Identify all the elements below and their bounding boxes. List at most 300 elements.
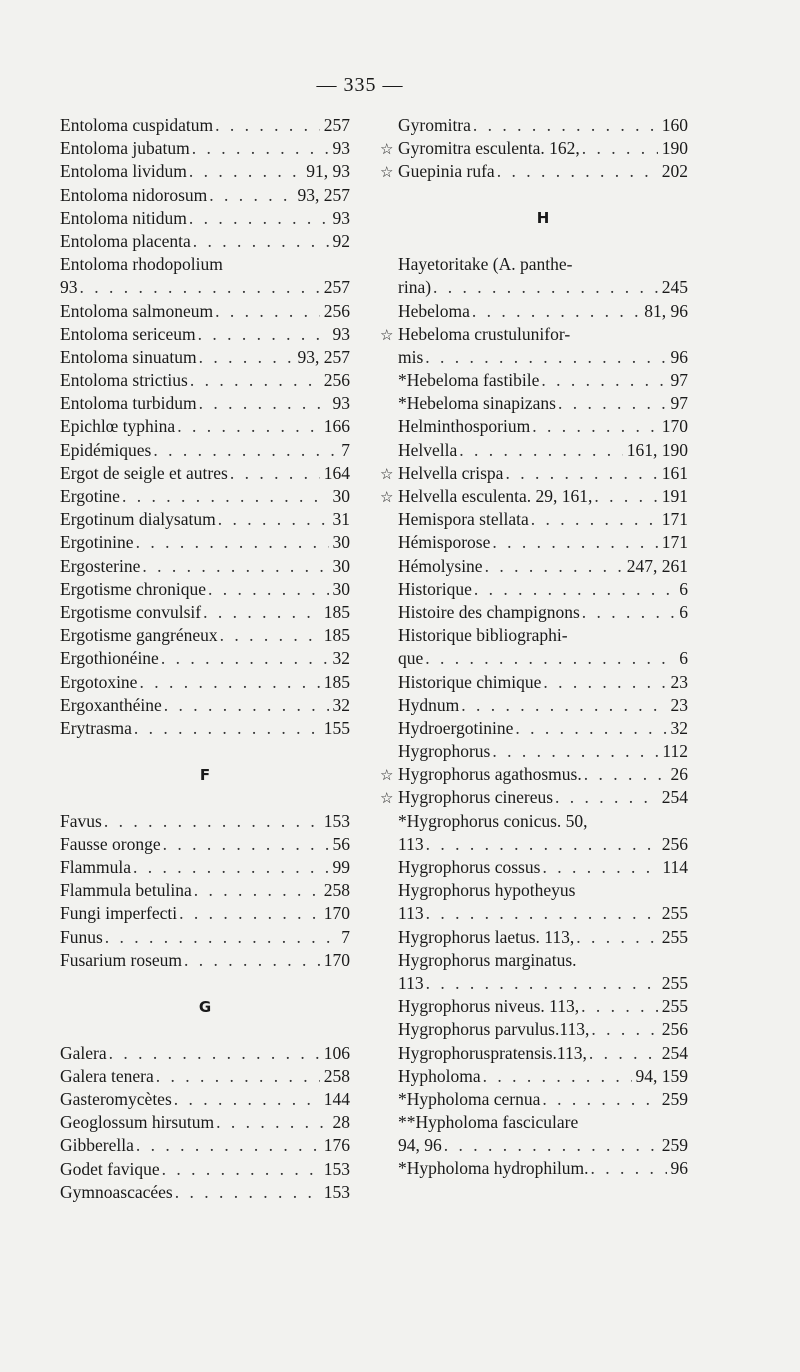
entry-page-ref: 93 bbox=[332, 393, 350, 414]
dot-leader bbox=[214, 1111, 328, 1134]
dot-leader bbox=[589, 1018, 657, 1041]
index-entry bbox=[398, 647, 688, 670]
index-entry bbox=[398, 369, 688, 392]
dot-leader bbox=[481, 1065, 632, 1088]
dot-leader bbox=[161, 833, 329, 856]
index-entry bbox=[398, 972, 688, 995]
dot-leader bbox=[175, 415, 320, 438]
dot-leader bbox=[579, 995, 658, 1018]
index-entry bbox=[60, 207, 350, 230]
entry-term: Hygrophorus hypotheyus bbox=[398, 880, 576, 901]
index-entry bbox=[398, 1018, 688, 1041]
entry-term: Hémolysine bbox=[398, 555, 483, 576]
index-entry bbox=[60, 137, 350, 160]
dot-leader bbox=[196, 323, 329, 346]
dot-leader bbox=[592, 485, 657, 508]
dot-leader bbox=[187, 207, 329, 230]
dot-leader bbox=[154, 1065, 320, 1088]
dot-leader bbox=[132, 717, 320, 740]
dot-leader bbox=[490, 740, 658, 763]
entry-term: Fausse oronge bbox=[60, 833, 161, 854]
dot-leader bbox=[78, 276, 320, 299]
entry-page-ref: 30 bbox=[332, 486, 350, 506]
index-entry bbox=[398, 1042, 688, 1065]
entry-page-ref: 245 bbox=[661, 277, 688, 298]
index-entry bbox=[398, 276, 688, 299]
entry-page-ref: 153 bbox=[323, 1181, 350, 1202]
dot-leader bbox=[495, 160, 658, 183]
entry-term: Historique bbox=[398, 578, 472, 599]
index-entry bbox=[60, 439, 350, 462]
entry-term: Gibberella bbox=[60, 1135, 134, 1156]
dot-leader bbox=[213, 300, 320, 323]
entry-term: Entoloma sericeum bbox=[60, 323, 196, 344]
entry-term: Guepinia rufa bbox=[398, 161, 495, 182]
dot-leader bbox=[206, 578, 329, 601]
index-entry bbox=[398, 555, 688, 578]
index-entry bbox=[60, 415, 350, 438]
entry-page-ref: 114 bbox=[662, 857, 688, 878]
entry-term: Helminthosporium bbox=[398, 416, 531, 437]
entry-term: Godet favique bbox=[60, 1158, 160, 1179]
entry-term: *Hebeloma sinapizans bbox=[398, 393, 556, 414]
entry-page-ref: 7 bbox=[341, 926, 350, 947]
dot-leader bbox=[483, 555, 623, 578]
entry-page-ref: 99 bbox=[332, 857, 350, 878]
index-entry bbox=[60, 555, 350, 578]
entry-page-ref: 6 bbox=[679, 601, 688, 622]
dot-leader bbox=[182, 949, 320, 972]
dot-leader bbox=[192, 879, 320, 902]
dot-leader bbox=[539, 369, 666, 392]
entry-term: **Hypholoma fasciculare bbox=[398, 1112, 579, 1133]
entry-term: Ergotisme convulsif bbox=[60, 601, 202, 622]
dot-leader bbox=[424, 972, 658, 995]
entry-term: *Hypholoma cernua bbox=[398, 1088, 541, 1109]
entry-term: *Hebeloma fastibile bbox=[398, 370, 540, 391]
index-entry bbox=[398, 578, 688, 601]
entry-term: Historique bibliographi- bbox=[398, 625, 568, 646]
entry-term: rina) bbox=[398, 277, 432, 298]
entry-page-ref: 191 bbox=[661, 486, 688, 507]
entry-term: mis bbox=[398, 346, 424, 367]
index-entry bbox=[398, 1088, 688, 1111]
entry-term: Entoloma sinuatum bbox=[60, 346, 197, 367]
entry-page-ref: 93 bbox=[332, 138, 350, 159]
index-entry bbox=[60, 531, 350, 554]
dot-leader bbox=[580, 601, 675, 624]
dot-leader bbox=[190, 137, 329, 160]
entry-term: Geoglossum hirsutum bbox=[60, 1112, 215, 1133]
entry-page-ref: 153 bbox=[323, 810, 350, 831]
entry-term: Ergotisme gangréneux bbox=[60, 625, 218, 646]
entry-term: Entoloma salmoneum bbox=[60, 300, 214, 321]
entry-term: Hygrophorus bbox=[398, 741, 491, 762]
entry-page-ref: 257 bbox=[323, 115, 350, 135]
dot-leader bbox=[177, 902, 320, 925]
entry-term: Ergot de seigle et autres bbox=[60, 462, 228, 483]
dot-leader bbox=[187, 160, 302, 183]
entry-term: Entoloma rhodopolium bbox=[60, 254, 223, 275]
dot-leader bbox=[540, 1088, 657, 1111]
dot-leader bbox=[160, 1158, 320, 1181]
entry-term: Flammula bbox=[60, 857, 131, 878]
index-entry bbox=[60, 1158, 350, 1181]
entry-term: Funus bbox=[60, 926, 103, 947]
dot-leader bbox=[151, 439, 337, 462]
dot-leader bbox=[134, 531, 329, 554]
dot-leader bbox=[472, 578, 675, 601]
entry-term: Hygrophorus cossus bbox=[398, 857, 541, 878]
index-entry bbox=[60, 902, 350, 925]
index-group bbox=[60, 114, 350, 740]
entry-page-ref: 31 bbox=[332, 509, 350, 530]
index-entry bbox=[398, 1065, 688, 1088]
entry-term: 94, 96 bbox=[398, 1135, 442, 1156]
index-entry bbox=[398, 531, 688, 554]
index-entry bbox=[398, 879, 688, 902]
entry-page-ref: 30 bbox=[332, 578, 350, 599]
dot-leader bbox=[216, 508, 329, 531]
index-entry bbox=[60, 230, 350, 253]
dot-leader bbox=[471, 114, 658, 137]
index-entry bbox=[60, 1065, 350, 1088]
dot-leader bbox=[140, 555, 328, 578]
entry-term: Hygrophorus agathosmus. bbox=[398, 764, 582, 785]
index-entry bbox=[398, 671, 688, 694]
index-entry: ☆ Hygrophorus agathosmus. . . . 26 bbox=[398, 763, 688, 786]
index-entry bbox=[398, 856, 688, 879]
dot-leader bbox=[173, 1181, 320, 1204]
entry-page-ref: 259 bbox=[661, 1088, 688, 1109]
entry-term: Hemispora stellata bbox=[398, 509, 529, 530]
index-entry bbox=[398, 902, 688, 925]
entry-page-ref: 170 bbox=[323, 949, 350, 970]
dot-leader bbox=[580, 137, 658, 160]
entry-term: Gymnoascacées bbox=[60, 1181, 173, 1202]
entry-page-ref: 7 bbox=[341, 439, 350, 460]
dot-leader bbox=[197, 346, 294, 369]
entry-page-ref: 106 bbox=[323, 1042, 350, 1063]
entry-term: Hydnum bbox=[398, 694, 460, 715]
entry-page-ref: 255 bbox=[661, 996, 688, 1017]
index-entry bbox=[398, 995, 688, 1018]
entry-page-ref: 23 bbox=[670, 671, 688, 692]
entry-term: Hydroergotinine bbox=[398, 717, 514, 738]
entry-page-ref: 93 bbox=[332, 323, 350, 344]
entry-term: 93 bbox=[60, 277, 78, 298]
entry-page-ref: 93, 257 bbox=[297, 184, 350, 205]
dot-leader bbox=[172, 1088, 320, 1111]
index-entry bbox=[398, 439, 688, 462]
index-entry bbox=[398, 253, 688, 276]
index-entry: ☆ Hygrophorus cinereus . . . 254 bbox=[398, 786, 688, 809]
entry-page-ref: 176 bbox=[323, 1135, 350, 1156]
index-entry bbox=[398, 1157, 688, 1180]
entry-page-ref: 28 bbox=[332, 1112, 350, 1133]
entry-term: Ergosterine bbox=[60, 555, 141, 576]
index-entry bbox=[60, 1134, 350, 1157]
index-entry bbox=[398, 810, 688, 833]
entry-page-ref: 255 bbox=[661, 926, 688, 947]
entry-term: Hémisporose bbox=[398, 532, 491, 553]
index-entry bbox=[398, 508, 688, 531]
dot-leader bbox=[201, 601, 320, 624]
dot-leader bbox=[423, 647, 675, 670]
entry-term: Galera bbox=[60, 1042, 107, 1063]
dot-leader bbox=[218, 624, 320, 647]
index-entry: ☆ Hebeloma crustulunifor- bbox=[398, 323, 688, 346]
index-entry bbox=[60, 926, 350, 949]
entry-page-ref: 170 bbox=[323, 903, 350, 924]
entry-term: 113 bbox=[398, 903, 424, 924]
entry-page-ref: 155 bbox=[323, 717, 350, 738]
entry-term: Ergotine bbox=[60, 486, 120, 506]
dot-leader bbox=[228, 462, 320, 485]
dot-leader bbox=[159, 647, 329, 670]
dot-leader bbox=[589, 1157, 667, 1180]
dot-leader bbox=[120, 485, 329, 508]
dot-leader bbox=[457, 439, 622, 462]
index-entry bbox=[398, 415, 688, 438]
entry-page-ref: 92 bbox=[332, 230, 350, 251]
entry-page-ref: 259 bbox=[661, 1135, 688, 1156]
index-entry bbox=[60, 879, 350, 902]
entry-page-ref: 93, 257 bbox=[297, 346, 350, 367]
entry-term: Entoloma jubatum bbox=[60, 138, 190, 159]
index-entry: ☆ Helvella esculenta. 29, 161, . . . 191 bbox=[398, 485, 688, 508]
entry-term: Epidémiques bbox=[60, 439, 152, 460]
dot-leader bbox=[213, 114, 320, 137]
dot-leader bbox=[424, 833, 658, 856]
entry-page-ref: 97 bbox=[670, 370, 688, 391]
entry-page-ref: 153 bbox=[323, 1158, 350, 1179]
index-entry bbox=[60, 323, 350, 346]
dot-leader bbox=[503, 462, 657, 485]
dot-leader bbox=[207, 184, 293, 207]
entry-page-ref: 171 bbox=[661, 509, 688, 530]
entry-term: Entoloma cuspidatum bbox=[60, 115, 214, 135]
entry-term: Entoloma strictius bbox=[60, 370, 188, 391]
entry-page-ref: 96 bbox=[670, 1158, 688, 1179]
index-column-left bbox=[60, 114, 350, 1204]
index-entry bbox=[398, 694, 688, 717]
entry-page-ref: 32 bbox=[332, 694, 350, 715]
entry-page-ref: 166 bbox=[323, 416, 350, 437]
entry-term: Gyromitra esculenta. 162, bbox=[398, 138, 580, 159]
index-group bbox=[380, 114, 688, 184]
entry-term: Hygrophorus cinereus bbox=[398, 787, 554, 808]
dot-leader bbox=[107, 1042, 320, 1065]
index-entry bbox=[60, 392, 350, 415]
entry-term: 113 bbox=[398, 833, 424, 854]
entry-page-ref: 255 bbox=[661, 903, 688, 924]
index-entry bbox=[398, 833, 688, 856]
entry-term: *Hypholoma hydrophilum. bbox=[398, 1158, 589, 1179]
index-group bbox=[380, 253, 688, 1181]
entry-page-ref: 256 bbox=[323, 300, 350, 321]
index-entry bbox=[398, 926, 688, 949]
index-entry bbox=[60, 833, 350, 856]
entry-term: Fusarium roseum bbox=[60, 949, 183, 970]
dot-leader bbox=[574, 926, 657, 949]
dot-leader bbox=[431, 276, 658, 299]
index-entry bbox=[60, 647, 350, 670]
index-entry bbox=[60, 810, 350, 833]
entry-term: Hygrophorus parvulus.113, bbox=[398, 1019, 590, 1040]
entry-page-ref: 247, 261 bbox=[626, 555, 688, 576]
entry-term: Ergotinine bbox=[60, 532, 134, 553]
letter-heading-g: G bbox=[198, 997, 212, 1016]
entry-term: Epichlœ typhina bbox=[60, 416, 176, 437]
index-group bbox=[60, 810, 350, 972]
entry-page-ref: 6 bbox=[679, 578, 688, 599]
entry-term: Hypholoma bbox=[398, 1065, 481, 1086]
dot-leader bbox=[134, 1134, 320, 1157]
dot-leader bbox=[424, 902, 658, 925]
entry-term: *Hygrophorus conicus. 50, bbox=[398, 810, 588, 831]
entry-term: Ergotinum dialysatum bbox=[60, 509, 216, 530]
index-entry bbox=[60, 624, 350, 647]
dot-leader bbox=[137, 671, 319, 694]
entry-page-ref: 185 bbox=[323, 625, 350, 646]
entry-term: Entoloma nitidum bbox=[60, 207, 187, 228]
dot-leader bbox=[587, 1042, 658, 1065]
entry-page-ref: 112 bbox=[662, 741, 688, 762]
entry-term: 113 bbox=[398, 972, 424, 993]
entry-page-ref: 254 bbox=[661, 1042, 688, 1063]
index-entry bbox=[398, 624, 688, 647]
dot-leader bbox=[423, 346, 666, 369]
entry-page-ref: 171 bbox=[661, 532, 688, 553]
entry-page-ref: 255 bbox=[661, 972, 688, 993]
entry-page-ref: 258 bbox=[323, 1065, 350, 1086]
entry-term: Erytrasma bbox=[60, 717, 132, 738]
dot-leader bbox=[553, 786, 658, 809]
dot-leader bbox=[459, 694, 666, 717]
entry-page-ref: 185 bbox=[323, 601, 350, 622]
entry-page-ref: 26 bbox=[670, 764, 688, 785]
entry-page-ref: 94, 159 bbox=[635, 1065, 688, 1086]
letter-heading-h: H bbox=[536, 209, 550, 228]
index-entry bbox=[398, 392, 688, 415]
entry-page-ref: 81, 96 bbox=[644, 300, 688, 321]
entry-term: Flammula betulina bbox=[60, 880, 192, 901]
index-entry bbox=[398, 949, 688, 972]
dot-leader bbox=[197, 392, 329, 415]
dot-leader bbox=[490, 531, 657, 554]
entry-term: Ergotisme chronique bbox=[60, 578, 206, 599]
entry-page-ref: 144 bbox=[323, 1088, 350, 1109]
entry-term: Entoloma placenta bbox=[60, 230, 191, 251]
index-entry bbox=[398, 1111, 688, 1134]
index-entry bbox=[60, 346, 350, 369]
entry-page-ref: 256 bbox=[661, 833, 688, 854]
entry-term: Helvella crispa bbox=[398, 462, 504, 483]
entry-term: Hygrophorus laetus. 113, bbox=[398, 926, 575, 947]
entry-page-ref: 258 bbox=[323, 880, 350, 901]
index-entry bbox=[60, 276, 350, 299]
entry-term: Entoloma nidorosum bbox=[60, 184, 208, 205]
dot-leader bbox=[191, 230, 329, 253]
entry-term: Helvella bbox=[398, 439, 458, 460]
dot-leader bbox=[470, 300, 640, 323]
entry-page-ref: 30 bbox=[332, 555, 350, 576]
index-entry bbox=[60, 717, 350, 740]
index-entry bbox=[60, 949, 350, 972]
entry-page-ref: 161 bbox=[661, 462, 688, 483]
entry-term: Ergothionéine bbox=[60, 648, 159, 669]
dot-leader bbox=[540, 856, 658, 879]
index-entry bbox=[60, 184, 350, 207]
dot-leader bbox=[530, 415, 658, 438]
entry-page-ref: 23 bbox=[670, 694, 688, 715]
entry-term: Hygrophoruspratensis.113, bbox=[398, 1042, 587, 1063]
index-entry bbox=[60, 578, 350, 601]
index-entry bbox=[398, 1134, 688, 1157]
entry-page-ref: 91, 93 bbox=[306, 161, 350, 182]
index-group bbox=[60, 1042, 350, 1204]
index-entry bbox=[60, 856, 350, 879]
index-entry bbox=[60, 508, 350, 531]
entry-page-ref: 32 bbox=[670, 717, 688, 738]
index-entry bbox=[60, 601, 350, 624]
entry-page-ref: 56 bbox=[332, 833, 350, 854]
entry-page-ref: 256 bbox=[661, 1019, 688, 1040]
index-column-right bbox=[380, 114, 688, 1181]
entry-page-ref: 97 bbox=[670, 393, 688, 414]
entry-page-ref: 96 bbox=[670, 346, 688, 367]
entry-term: Fungi imperfecti bbox=[60, 903, 178, 924]
dot-leader bbox=[529, 508, 658, 531]
entry-term: Favus bbox=[60, 810, 102, 831]
entry-term: Entoloma lividum bbox=[60, 161, 187, 182]
entry-term: Hayetoritake (A. panthe- bbox=[398, 254, 573, 275]
entry-page-ref: 185 bbox=[323, 671, 350, 692]
dot-leader bbox=[513, 717, 666, 740]
entry-term: Hebeloma bbox=[398, 300, 470, 321]
index-entry bbox=[60, 253, 350, 276]
entry-page-ref: 30 bbox=[332, 532, 350, 553]
entry-page-ref: 257 bbox=[323, 277, 350, 298]
index-entry bbox=[398, 740, 688, 763]
index-entry bbox=[60, 1181, 350, 1204]
entry-page-ref: 6 bbox=[679, 648, 688, 669]
letter-heading-f: F bbox=[199, 765, 211, 784]
index-entry bbox=[398, 346, 688, 369]
index-entry bbox=[60, 160, 350, 183]
index-entry bbox=[60, 1111, 350, 1134]
entry-term: Ergotoxine bbox=[60, 671, 138, 692]
dot-leader bbox=[442, 1134, 658, 1157]
index-entry: ☆ Helvella crispa . . . 161 bbox=[398, 462, 688, 485]
index-entry bbox=[60, 485, 350, 508]
entry-page-ref: 161, 190 bbox=[626, 439, 688, 460]
index-entry: ☆ Gyromitra esculenta. 162, . . . 190 bbox=[398, 137, 688, 160]
index-entry bbox=[398, 601, 688, 624]
entry-page-ref: 160 bbox=[661, 115, 688, 135]
entry-page-ref: 32 bbox=[332, 648, 350, 669]
entry-term: Galera tenera bbox=[60, 1065, 154, 1086]
index-entry bbox=[60, 671, 350, 694]
dot-leader bbox=[541, 671, 666, 694]
entry-term: Hygrophorus marginatus. bbox=[398, 949, 577, 970]
dot-leader bbox=[103, 926, 337, 949]
index-entry bbox=[398, 300, 688, 323]
entry-term: que bbox=[398, 648, 424, 669]
dot-leader bbox=[102, 810, 320, 833]
index-entry bbox=[60, 114, 350, 137]
